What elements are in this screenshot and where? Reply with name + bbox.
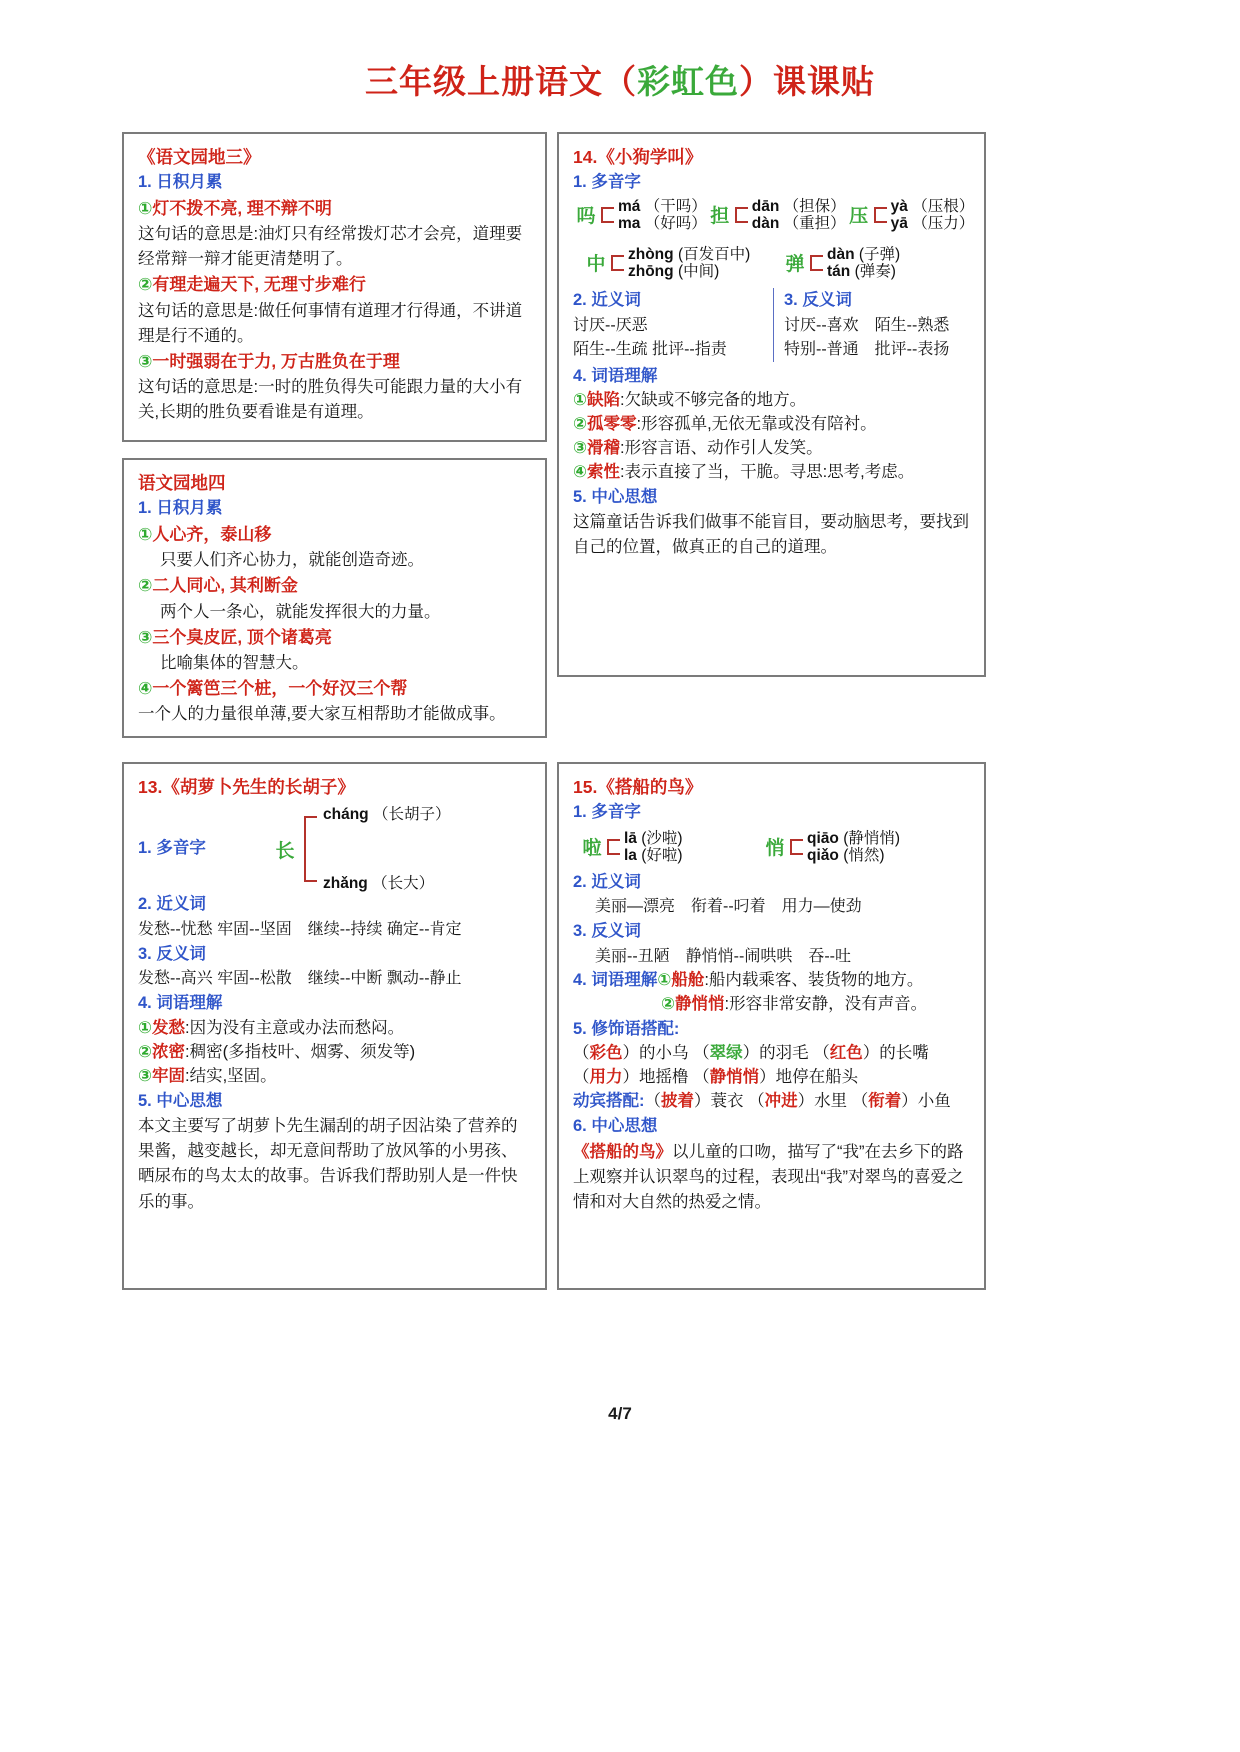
proverb-explanation: 这句话的意思是:油灯只有经常拨灯芯才会亮，道理要经常辩一辩才能更清楚明了。 xyxy=(138,225,523,269)
proverb-item xyxy=(138,676,533,702)
item-number: ① xyxy=(138,198,153,218)
synonym-line: 陌生--生疏 批评--指责 xyxy=(573,340,727,358)
collocation-item xyxy=(573,1044,689,1062)
definition-text: :欠缺或不够完备的地方。 xyxy=(619,391,807,410)
definition-text: :形容言语、动作引人发笑。 xyxy=(619,438,823,457)
paren-close: ） xyxy=(797,1092,815,1111)
definition-text: :因为没有主意或办法而愁闷。 xyxy=(184,1018,405,1037)
paren-close: ） xyxy=(694,1092,711,1111)
collocation-item xyxy=(748,1092,847,1110)
item-number: ② xyxy=(661,994,675,1013)
synonym-column xyxy=(573,288,773,362)
proverb-item xyxy=(138,349,533,375)
definition-term: 发愁 xyxy=(151,1018,185,1037)
box-title: 14.《小狗学叫》 xyxy=(573,147,703,167)
definition-term: 滑稽 xyxy=(586,438,620,457)
pinyin: cháng xyxy=(323,806,369,824)
definition-term: 浓密 xyxy=(151,1042,185,1061)
proverb-text: 一个篱笆三个桩，一个好汉三个帮 xyxy=(152,679,408,699)
proverb-item xyxy=(138,625,533,651)
collocation-word: 披着 xyxy=(661,1092,694,1111)
gloss: (百发百中) xyxy=(677,245,751,263)
collocation-item xyxy=(852,1092,951,1110)
antonym-column xyxy=(773,288,972,362)
polyphone-reading xyxy=(891,215,975,232)
collocation-tail: 的长嘴 xyxy=(879,1044,929,1063)
collocation-line xyxy=(573,1042,972,1066)
box-title: 《语文园地三》 xyxy=(138,147,261,167)
polyphone-reading xyxy=(807,830,900,847)
section-label-duoyinzi: 1. 多音字 xyxy=(573,803,641,822)
item-number: ① xyxy=(573,391,587,410)
pinyin: qiāo xyxy=(807,829,839,847)
paren-open: （ xyxy=(813,1044,830,1063)
definition-text: :稠密(多指枝叶、烟雾、须发等) xyxy=(184,1042,416,1061)
section-label-fanyici: 3. 反义词 xyxy=(784,291,852,309)
polyphone-reading xyxy=(827,246,900,263)
box-title: 语文园地四 xyxy=(138,473,226,493)
section-label-ciyulijie: 4. 词语理解 xyxy=(573,971,658,990)
gloss: （长大） xyxy=(372,875,435,893)
page-title-part1: 三年级上册语文（ xyxy=(365,63,637,100)
pinyin: yā xyxy=(890,214,908,232)
bracket-icon xyxy=(607,839,620,855)
polyphone-row xyxy=(573,830,972,864)
gloss: （干吗） xyxy=(644,197,707,215)
proverb-text: 三个臭皮匠, 顶个诸葛亮 xyxy=(152,627,332,647)
polyphone-reading xyxy=(323,875,450,892)
bracket-icon xyxy=(874,207,887,223)
collocation-item xyxy=(645,1092,744,1110)
section-label-jinyici: 2. 近义词 xyxy=(138,895,206,914)
pinyin: dàn xyxy=(827,245,855,263)
item-number: ② xyxy=(138,275,153,295)
antonym-line: 特别--普通 批评--表扬 xyxy=(784,340,950,358)
box-title: 13.《胡萝卜先生的长胡子》 xyxy=(138,777,355,797)
gloss: （担保） xyxy=(783,197,846,215)
verb-object-label: 动宾搭配: xyxy=(573,1092,645,1111)
pinyin: zhǎng xyxy=(323,875,368,893)
definition-item xyxy=(573,993,972,1017)
gloss: （长胡子） xyxy=(372,806,451,824)
polyphone-reading xyxy=(628,263,750,280)
collocation-tail: 蓑衣 xyxy=(710,1092,744,1111)
polyphone-row xyxy=(573,246,972,280)
main-idea-title: 《搭船的鸟》 xyxy=(573,1142,672,1161)
section-box-lesson-13 xyxy=(122,762,547,1290)
proverb-explanation: 这句话的意思是:做任何事情有道理才行得通，不讲道理是行不通的。 xyxy=(138,301,523,345)
collocation-item xyxy=(813,1044,929,1062)
section-label-jinyici: 2. 近义词 xyxy=(573,291,641,309)
proverb-explanation: 一个人的力量很单薄,要大家互相帮助才能做成事。 xyxy=(138,705,506,724)
collocation-word: 彩色 xyxy=(589,1044,623,1063)
gloss: (子弹) xyxy=(858,245,901,263)
definition-item xyxy=(573,461,972,485)
paren-open: （ xyxy=(748,1092,765,1111)
paren-close: ） xyxy=(742,1044,760,1063)
pinyin: qiǎo xyxy=(807,846,839,864)
pinyin: yà xyxy=(890,197,908,215)
gloss: （压力） xyxy=(912,214,975,232)
section-box-lesson-14 xyxy=(557,132,986,677)
definition-text: :结实,坚固。 xyxy=(184,1066,277,1085)
section-label-zhongxinsixiang: 5. 中心思想 xyxy=(138,1091,223,1110)
pinyin: tán xyxy=(827,262,851,280)
pinyin: dàn xyxy=(751,214,780,232)
polyphone-group-zhong xyxy=(573,246,782,280)
definition-text: :船内载乘客、装货物的地方。 xyxy=(704,971,924,990)
collocation-word: 冲进 xyxy=(764,1092,798,1111)
polyphone-reading xyxy=(752,198,846,215)
main-idea-text: 以儿童的口吻，描写了“我”在去乡下的路上观察并认识翠鸟的过程，表现出“我”对翠鸟的喜爱之情和对大自然的热爱之情。 xyxy=(573,1142,964,1211)
polyphone-group-ma xyxy=(573,198,707,232)
section-label-zhongxinsixiang: 5. 中心思想 xyxy=(573,487,658,506)
paren-open: （ xyxy=(693,1068,710,1087)
main-idea-paragraph xyxy=(573,1140,972,1215)
proverb-explanation: 两个人一条心，就能发挥很大的力量。 xyxy=(160,602,441,621)
proverb-text: 二人同心, 其利断金 xyxy=(152,576,298,596)
proverb-text: 一时强弱在于力, 万古胜负在于理 xyxy=(152,351,400,371)
polyphone-reading xyxy=(628,246,750,263)
page-title xyxy=(0,56,1240,103)
antonym-line: 讨厌--喜欢 陌生--熟悉 xyxy=(784,316,950,334)
polyphone-reading xyxy=(891,198,975,215)
proverb-explanation: 比喻集体的智慧大。 xyxy=(160,654,309,672)
definition-term: 船舱 xyxy=(671,971,705,990)
polyphone-group-dan xyxy=(707,198,846,232)
polyphone-character: 弹 xyxy=(785,254,805,276)
bracket-icon xyxy=(611,255,624,271)
item-number: ① xyxy=(657,971,672,990)
paren-open: （ xyxy=(644,1092,661,1111)
paren-close: ） xyxy=(622,1044,639,1063)
item-number: ② xyxy=(573,415,587,434)
definition-text: :形容非常安静，没有声音。 xyxy=(724,994,928,1013)
section-label-fanyici: 3. 反义词 xyxy=(138,944,206,963)
synonym-line: 美丽—漂亮 衔着--叼着 用力—使劲 xyxy=(595,898,862,916)
bracket-icon xyxy=(601,207,614,223)
antonym-line: 美丽--丑陋 静悄悄--闹哄哄 吞--吐 xyxy=(595,948,851,966)
gloss: (沙啦) xyxy=(641,829,683,847)
main-idea-text: 本文主要写了胡萝卜先生漏刮的胡子因沾染了营养的果酱，越变越长，却无意间帮助了放风筝的小男孩、晒尿布的鸟太太的故事。告诉我们帮助别人是一件快乐的事。 xyxy=(138,1117,518,1211)
item-number: ② xyxy=(138,1042,152,1061)
definition-text: :形容孤单,无依无靠或没有陪衬。 xyxy=(636,415,877,434)
paren-close: ） xyxy=(901,1092,918,1111)
item-number: ① xyxy=(138,1018,152,1037)
section-box-lesson-15 xyxy=(557,762,986,1290)
section-label-duoyinzi: 1. 多音字 xyxy=(573,173,641,192)
pinyin: la xyxy=(624,846,637,864)
item-number: ③ xyxy=(138,627,153,647)
pinyin: lā xyxy=(624,829,637,847)
polyphone-character: 担 xyxy=(710,206,730,228)
proverb-text: 人心齐，泰山移 xyxy=(152,524,272,544)
gloss: (中间) xyxy=(677,262,720,280)
polyphone-reading xyxy=(752,215,846,232)
item-number: ④ xyxy=(573,462,587,481)
collocation-tail: 小鱼 xyxy=(917,1092,951,1111)
paren-open: （ xyxy=(573,1068,590,1087)
gloss: （重担） xyxy=(783,214,846,232)
collocation-word: 翠绿 xyxy=(709,1044,743,1063)
polyphone-reading xyxy=(618,198,707,215)
polyphone-character: 吗 xyxy=(576,206,596,228)
polyphone-character: 悄 xyxy=(765,838,785,860)
gloss: (悄然) xyxy=(843,846,885,864)
bracket-icon xyxy=(810,255,823,271)
polyphone-reading xyxy=(323,806,450,823)
definition-item xyxy=(138,1065,533,1089)
item-number: ② xyxy=(138,576,153,596)
gloss: (静悄悄) xyxy=(843,829,901,847)
polyphone-reading xyxy=(624,830,683,847)
section-label-riji: 1. 日积月累 xyxy=(138,499,223,518)
polyphone-character: 压 xyxy=(849,206,869,228)
proverb-item xyxy=(138,522,533,548)
item-number: ③ xyxy=(138,351,153,371)
proverb-item xyxy=(138,272,533,298)
gloss: （压根） xyxy=(912,197,975,215)
pinyin: má xyxy=(618,197,641,215)
collocation-tail: 地摇橹 xyxy=(639,1068,689,1087)
section-label-riji: 1. 日积月累 xyxy=(138,173,223,192)
gloss: （好吗） xyxy=(644,214,707,232)
proverb-text: 有理走遍天下, 无理寸步难行 xyxy=(152,275,366,295)
polyphone-group-qiao xyxy=(762,830,972,864)
definition-item xyxy=(138,1017,533,1041)
collocation-item xyxy=(573,1068,689,1086)
item-number: ③ xyxy=(573,438,587,457)
polyphone-group-ya xyxy=(846,198,975,232)
antonym-line: 发愁--高兴 牢固--松散 继续--中断 飘动--静止 xyxy=(138,970,462,988)
proverb-explanation: 只要人们齐心协力，就能创造奇迹。 xyxy=(160,551,424,570)
item-number: ① xyxy=(138,524,153,544)
page-title-highlight: 彩虹色 xyxy=(637,63,739,100)
paren-open: （ xyxy=(573,1044,590,1063)
paren-open: （ xyxy=(851,1092,869,1111)
polyphone-character: 中 xyxy=(586,254,606,276)
main-idea-text: 这篇童话告诉我们做事不能盲目，要动脑思考，要找到自己的位置，做真正的自己的道理。 xyxy=(573,513,969,557)
polyphone-group-dan2 xyxy=(782,246,972,280)
paren-open: （ xyxy=(693,1044,710,1063)
section-label-xiushiyu: 5. 修饰语搭配: xyxy=(573,1019,680,1038)
polyphone-row xyxy=(573,197,975,232)
collocation-tail: 的羽毛 xyxy=(759,1044,809,1063)
polyphone-reading xyxy=(827,263,900,280)
collocation-word: 静悄悄 xyxy=(709,1068,760,1087)
section-box-yuwen-yuandi-san xyxy=(122,132,547,442)
paren-close: ） xyxy=(622,1068,639,1087)
collocation-tail: 水里 xyxy=(814,1092,848,1111)
polyphone-reading xyxy=(807,847,900,864)
paren-close: ） xyxy=(862,1044,880,1063)
synonym-line: 发愁--忧愁 牢固--坚固 继续--持续 确定--肯定 xyxy=(138,920,462,938)
paren-close: ） xyxy=(759,1068,776,1087)
polyphone-group-la xyxy=(573,830,762,864)
gloss: (好啦) xyxy=(641,846,683,864)
collocation-tail: 的小乌 xyxy=(639,1044,689,1063)
definition-term: 缺陷 xyxy=(586,391,620,410)
proverb-text: 灯不拨不亮, 理不辩不明 xyxy=(152,198,332,218)
verb-object-line xyxy=(573,1090,972,1114)
proverb-item xyxy=(138,573,533,599)
page-number: 4/7 xyxy=(608,1404,632,1423)
synonym-line: 讨厌--厌恶 xyxy=(573,316,648,334)
definition-text: :表示直接了当，干脆。寻思:思考,考虑。 xyxy=(619,462,915,481)
collocation-line xyxy=(573,1066,972,1090)
definition-item xyxy=(573,437,972,461)
definition-term: 牢固 xyxy=(151,1066,185,1085)
section-label-fanyici: 3. 反义词 xyxy=(573,922,641,941)
definition-item xyxy=(573,413,972,437)
pinyin: zhōng xyxy=(628,262,674,280)
definition-item xyxy=(138,1041,533,1065)
collocation-word: 红色 xyxy=(829,1044,863,1063)
bracket-icon xyxy=(790,839,803,855)
proverb-item xyxy=(138,196,533,222)
section-label-duoyinzi: 1. 多音字 xyxy=(138,839,206,858)
proverb-explanation: 这句话的意思是:一时的胜负得失可能跟力量的大小有关,长期的胜负要看谁是有道理。 xyxy=(138,378,523,422)
collocation-word: 用力 xyxy=(589,1068,623,1087)
collocation-word: 衔着 xyxy=(868,1092,902,1111)
section-label-ciyulijie: 4. 词语理解 xyxy=(573,366,658,385)
section-box-yuwen-yuandi-si xyxy=(122,458,547,738)
box-title: 15.《搭船的鸟》 xyxy=(573,777,703,797)
polyphone-reading xyxy=(624,847,683,864)
collocation-item xyxy=(693,1068,858,1086)
page-title-part2: ）课课贴 xyxy=(739,63,875,100)
bracket-icon xyxy=(304,816,317,882)
bracket-icon xyxy=(735,207,748,223)
polyphone-group-chang xyxy=(138,806,533,892)
definition-term: 静悄悄 xyxy=(674,994,725,1013)
pinyin: zhòng xyxy=(628,245,674,263)
pinyin: dān xyxy=(751,197,780,215)
definition-term: 孤零零 xyxy=(586,415,637,434)
definition-item xyxy=(573,389,972,413)
collocation-item xyxy=(693,1044,809,1062)
item-number: ③ xyxy=(138,1066,152,1085)
collocation-tail: 地停在船头 xyxy=(775,1068,859,1087)
polyphone-character: 啦 xyxy=(582,838,602,860)
section-label-ciyulijie: 4. 词语理解 xyxy=(138,994,223,1013)
gloss: (弹奏) xyxy=(854,262,896,280)
section-label-jinyici: 2. 近义词 xyxy=(573,872,641,891)
polyphone-reading xyxy=(618,215,707,232)
definition-term: 索性 xyxy=(586,462,620,481)
polyphone-character: 长 xyxy=(275,840,295,862)
synonym-antonym-columns xyxy=(573,288,972,362)
section-label-zhongxinsixiang: 6. 中心思想 xyxy=(573,1117,658,1136)
pinyin: ma xyxy=(618,214,641,232)
definition-item xyxy=(573,969,972,993)
item-number: ④ xyxy=(138,679,153,699)
